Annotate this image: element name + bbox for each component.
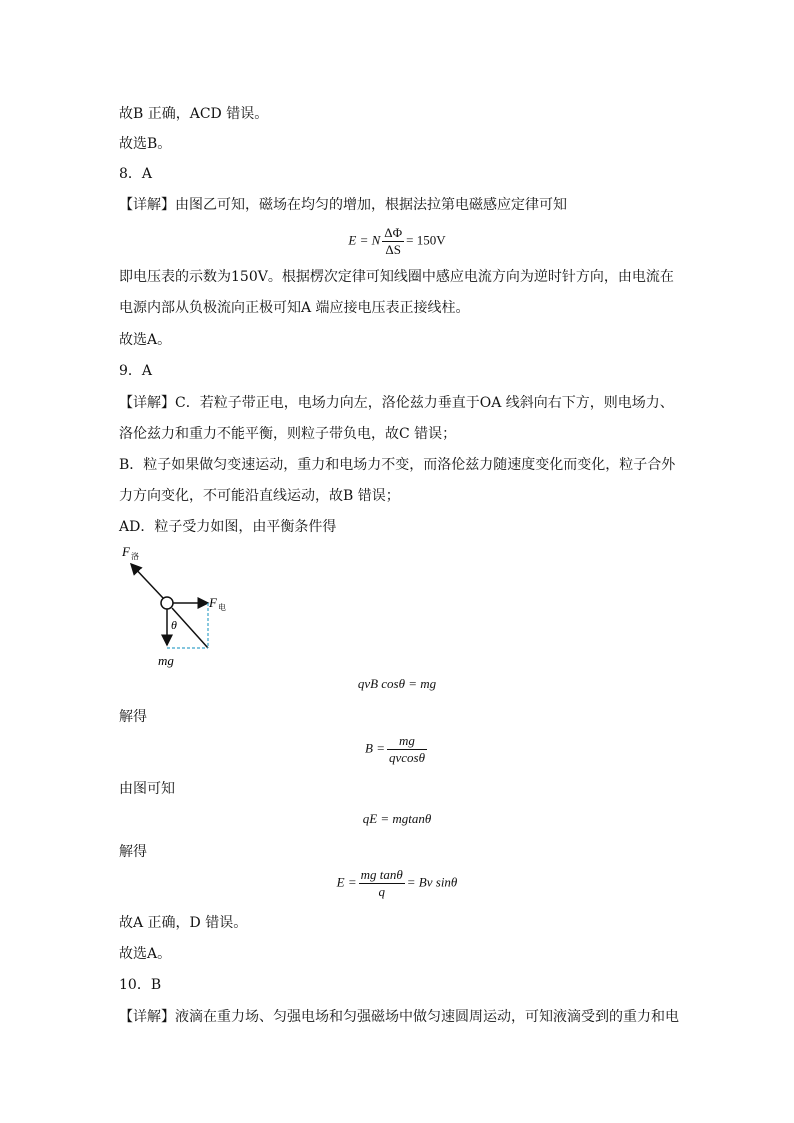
label-f-luo: F (122, 544, 130, 559)
eq-rhs: = 150V (406, 232, 446, 248)
particle (161, 597, 173, 609)
fraction (387, 733, 427, 766)
label-f-luo-sub: 洛 (131, 552, 139, 561)
eq-lhs: E = N (348, 232, 381, 248)
text-line: 由图可知 (119, 781, 175, 797)
eq-rhs: = Bv sinθ (406, 874, 458, 890)
text-line: 即电压表的示数为150V。根据楞次定律可知线圈中感应电流方向为逆时针方向，由电流在 (119, 269, 674, 285)
numerator: mg tanθ (360, 867, 403, 882)
label-f-dian: F (209, 595, 217, 610)
question-number: 8．A (119, 166, 153, 182)
numerator: ΔΦ (384, 225, 403, 240)
lorentz-force-arrow (131, 564, 163, 598)
eq-lhs: E = (336, 874, 357, 890)
text-line: 故选A。 (119, 946, 172, 962)
text-line: 故B 正确，ACD 错误。 (119, 106, 269, 122)
equation-faraday (0, 225, 794, 258)
fraction (359, 867, 405, 900)
question-number: 10．B (119, 977, 162, 993)
fraction (382, 225, 404, 258)
equation-e (0, 867, 794, 900)
text-line: 【详解】C．若粒子带正电，电场力向左，洛伦兹力垂直于OA 线斜向右下方，则电场力、 (119, 395, 674, 411)
resultant-line (172, 608, 208, 648)
text-line: 故选A。 (119, 332, 172, 348)
eq-lhs: B = (365, 740, 385, 756)
text-line: 【详解】由图乙可知，磁场在均匀的增加，根据法拉第电磁感应定律可知 (119, 197, 567, 213)
numerator: mg (387, 733, 427, 750)
question-number: 9．A (119, 363, 153, 379)
equation-qe: qE = mgtanθ (362, 811, 432, 826)
text-line: 故选B。 (119, 136, 172, 152)
text-line: 洛伦兹力和重力不能平衡，则粒子带负电，故C 错误； (119, 426, 457, 442)
text-line: 解得 (119, 844, 147, 860)
text-line: B．粒子如果做匀变速运动，重力和电场力不变，而洛伦兹力随速度变化而变化，粒子合外 (119, 457, 676, 473)
text-line: 力方向变化，不可能沿直线运动，故B 错误； (119, 488, 400, 504)
denominator: ΔS (385, 242, 401, 257)
text-line: AD．粒子受力如图，由平衡条件得 (119, 519, 337, 535)
label-theta: θ (171, 618, 177, 632)
label-f-dian-sub: 电 (218, 603, 226, 612)
text-line: 故A 正确，D 错误。 (119, 915, 248, 931)
force-diagram (113, 540, 243, 670)
equation-balance: qvB cosθ = mg (357, 676, 437, 691)
label-mg: mg (158, 653, 174, 668)
text-line: 【详解】液滴在重力场、匀强电场和匀强磁场中做匀速圆周运动，可知液滴受到的重力和电 (119, 1009, 679, 1025)
text-line: 解得 (119, 709, 147, 725)
denominator: q (378, 884, 385, 899)
denominator: qvcosθ (388, 750, 425, 765)
text-line: 电源内部从负极流向正极可知A 端应接电压表正接线柱。 (119, 300, 470, 316)
equation-b (0, 733, 794, 766)
